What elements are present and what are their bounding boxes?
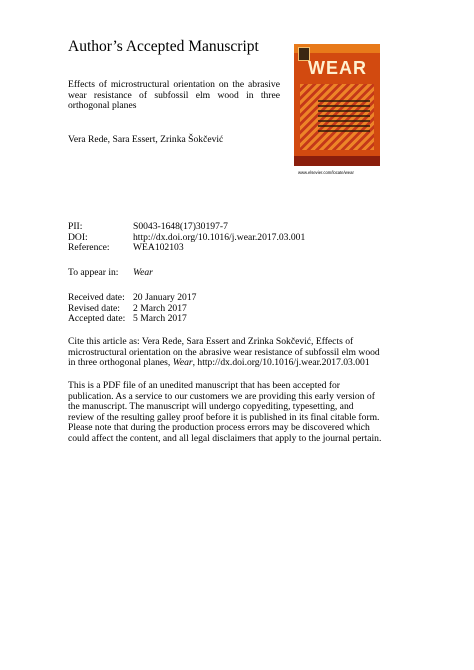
notice-line: Please note that during the production process errors may be discovered which — [68, 423, 370, 433]
identifier-block — [68, 222, 305, 254]
journal-url[interactable]: www.elsevier.com/locate/wear — [298, 170, 354, 175]
notice-line: review of the resulting galley proof before it is published in its final citable form. — [68, 412, 380, 423]
cover-bottom-band — [294, 156, 380, 166]
citation-journal: Wear — [172, 358, 193, 368]
citation-doi[interactable]: , http://dx.doi.org/10.1016/j.wear.2017.03.001 — [192, 358, 370, 368]
citation-line: Cite this article as: Vera Rede, Sara Essert and Zrinka Šokčević, Effects of — [68, 337, 354, 347]
received-value: 20 January 2017 — [133, 292, 197, 303]
accepted-row — [68, 314, 196, 325]
article-title: Effects of microstructural orientation on the abrasive wear resistance of subfossil elm wood in three orthogonal planes — [68, 79, 280, 112]
reference-row — [68, 243, 305, 254]
citation-text: in three orthogonal planes, — [68, 358, 173, 368]
revised-label: Revised date: — [68, 302, 120, 314]
pii-label: PII: — [68, 221, 83, 232]
reference-value: WEA102103 — [133, 242, 184, 253]
accepted-label: Accepted date: — [68, 313, 126, 324]
notice-paragraph — [68, 381, 398, 444]
appear-row — [68, 268, 153, 279]
dates-block — [68, 293, 196, 325]
pii-value: S0043-1648(17)30197-7 — [133, 221, 228, 232]
journal-name: Wear — [133, 267, 153, 278]
notice-line: publication. As a service to our customers we are providing this early version of — [68, 391, 375, 402]
citation-line — [68, 358, 398, 369]
reference-label: Reference: — [68, 242, 110, 253]
citation-paragraph — [68, 337, 398, 369]
received-label: Received date: — [68, 292, 125, 303]
appear-label: To appear in: — [68, 267, 119, 278]
revised-value: 2 March 2017 — [133, 302, 187, 314]
citation-line: microstructural orientation on the abrasive wear resistance of subfossil elm wood — [68, 347, 380, 358]
notice-line: the manuscript. The manuscript will undergo copyediting, typesetting, and — [68, 402, 354, 412]
doi-label: DOI: — [68, 231, 88, 243]
page-heading: Author’s Accepted Manuscript — [68, 38, 259, 55]
notice-line: could affect the content, and all legal disclaimers that apply to the journal pertain. — [68, 433, 382, 444]
cover-journal-title: WEAR — [308, 58, 367, 78]
notice-line: This is a PDF file of an unedited manuscript that has been accepted for — [68, 381, 341, 391]
cover-text-lines — [318, 100, 370, 135]
accepted-value: 5 March 2017 — [133, 313, 187, 324]
doi-value[interactable]: http://dx.doi.org/10.1016/j.wear.2017.03.001 — [133, 231, 306, 243]
author-list: Vera Rede, Sara Essert, Zrinka Šokčević — [68, 134, 224, 145]
journal-cover-image — [294, 44, 380, 166]
